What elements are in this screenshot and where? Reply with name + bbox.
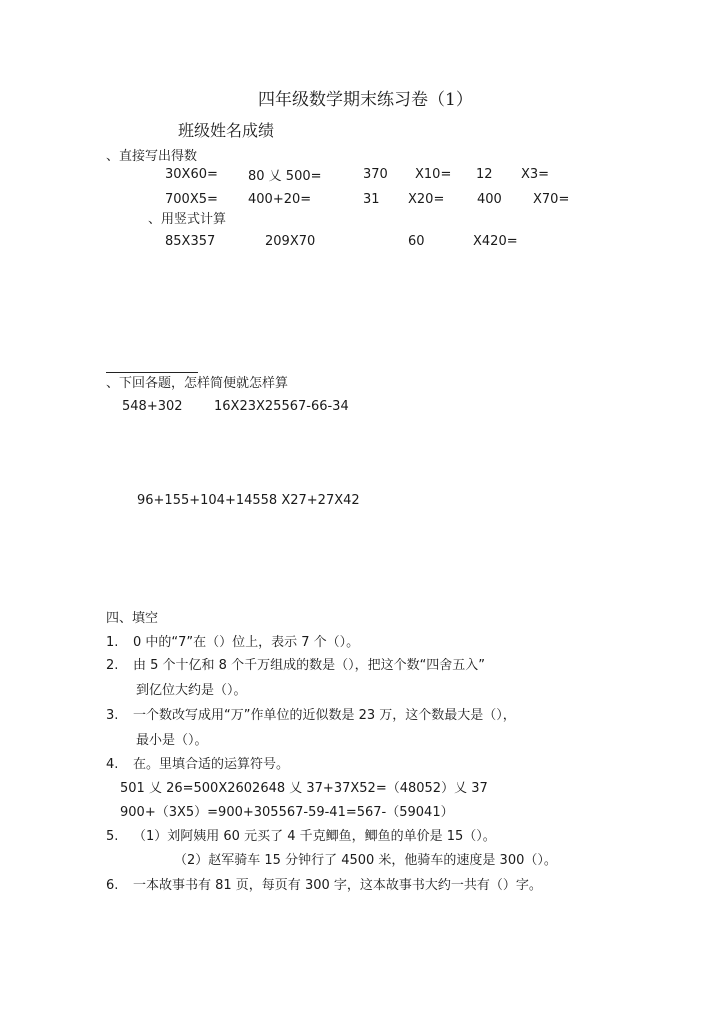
simplify-item: 96+155+104+14558 X27+27X42 bbox=[137, 493, 360, 508]
question-number: 1. bbox=[106, 635, 119, 650]
section1-heading: 、直接写出得数 bbox=[106, 149, 198, 164]
operator-fill-line: 501 乂 26=500X2602648 乂 37+37X52=（48052）乂 37 bbox=[120, 781, 488, 796]
question-continuation: 最小是（）。 bbox=[136, 733, 208, 748]
vertical-calc-item: 85X357 bbox=[165, 234, 216, 249]
calc-item: 80 乂 500= bbox=[248, 169, 322, 184]
question-continuation: 到亿位大约是（）。 bbox=[136, 683, 247, 698]
calc-item: 400 bbox=[477, 192, 502, 207]
calc-item: 12 bbox=[476, 167, 493, 182]
calc-item: 30X60= bbox=[165, 167, 218, 182]
vertical-calc-item: 209X70 bbox=[265, 234, 316, 249]
question-text: （1）刘阿姨用 60 元买了 4 千克鲫鱼，鲫鱼的单价是 15（）。 bbox=[133, 829, 496, 844]
calc-item: 370 bbox=[363, 167, 388, 182]
question-number: 4. bbox=[106, 757, 119, 772]
calc-item: 400+20= bbox=[248, 192, 312, 207]
calc-item: X70= bbox=[533, 192, 570, 207]
section-divider bbox=[106, 372, 198, 373]
question-continuation: （2）赵军骑车 15 分钟行了 4500 米，他骑车的速度是 300（）。 bbox=[174, 853, 557, 868]
calc-item: X10= bbox=[415, 167, 452, 182]
simplify-item: 16X23X25567-66-34 bbox=[214, 399, 349, 414]
question-number: 3. bbox=[106, 708, 119, 723]
question-number: 2. bbox=[106, 658, 119, 673]
section4-heading: 四、填空 bbox=[106, 611, 159, 626]
calc-item: X3= bbox=[521, 167, 550, 182]
vertical-calc-item: X420= bbox=[473, 234, 518, 249]
question-text: 0 中的“7”在（）位上，表示 7 个（）。 bbox=[133, 635, 360, 650]
calc-item: X20= bbox=[408, 192, 445, 207]
question-text: 由 5 个十亿和 8 个千万组成的数是（），把这个数“四舍五入” bbox=[133, 658, 486, 673]
calc-item: 700X5= bbox=[165, 192, 218, 207]
question-number: 6. bbox=[106, 878, 119, 893]
section2-heading: 、用竖式计算 bbox=[148, 212, 227, 227]
student-info-line: 班级姓名成绩 bbox=[178, 121, 275, 140]
vertical-calc-item: 60 bbox=[408, 234, 425, 249]
calc-item: 31 bbox=[363, 192, 380, 207]
question-text: 一本故事书有 81 页，每页有 300 字，这本故事书大约一共有（）字。 bbox=[133, 878, 542, 893]
question-text: 在。里填合适的运算符号。 bbox=[133, 757, 290, 772]
page-title: 四年级数学期末练习卷（1） bbox=[258, 90, 473, 110]
question-number: 5. bbox=[106, 829, 119, 844]
operator-fill-line: 900+（3X5）=900+305567-59-41=567-（59041） bbox=[120, 805, 454, 820]
question-text: 一个数改写成用“万”作单位的近似数是 23 万，这个数最大是（）， bbox=[133, 708, 516, 723]
simplify-item: 548+302 bbox=[122, 399, 183, 414]
section3-heading: 、下回各题，怎样简便就怎样算 bbox=[106, 376, 289, 391]
